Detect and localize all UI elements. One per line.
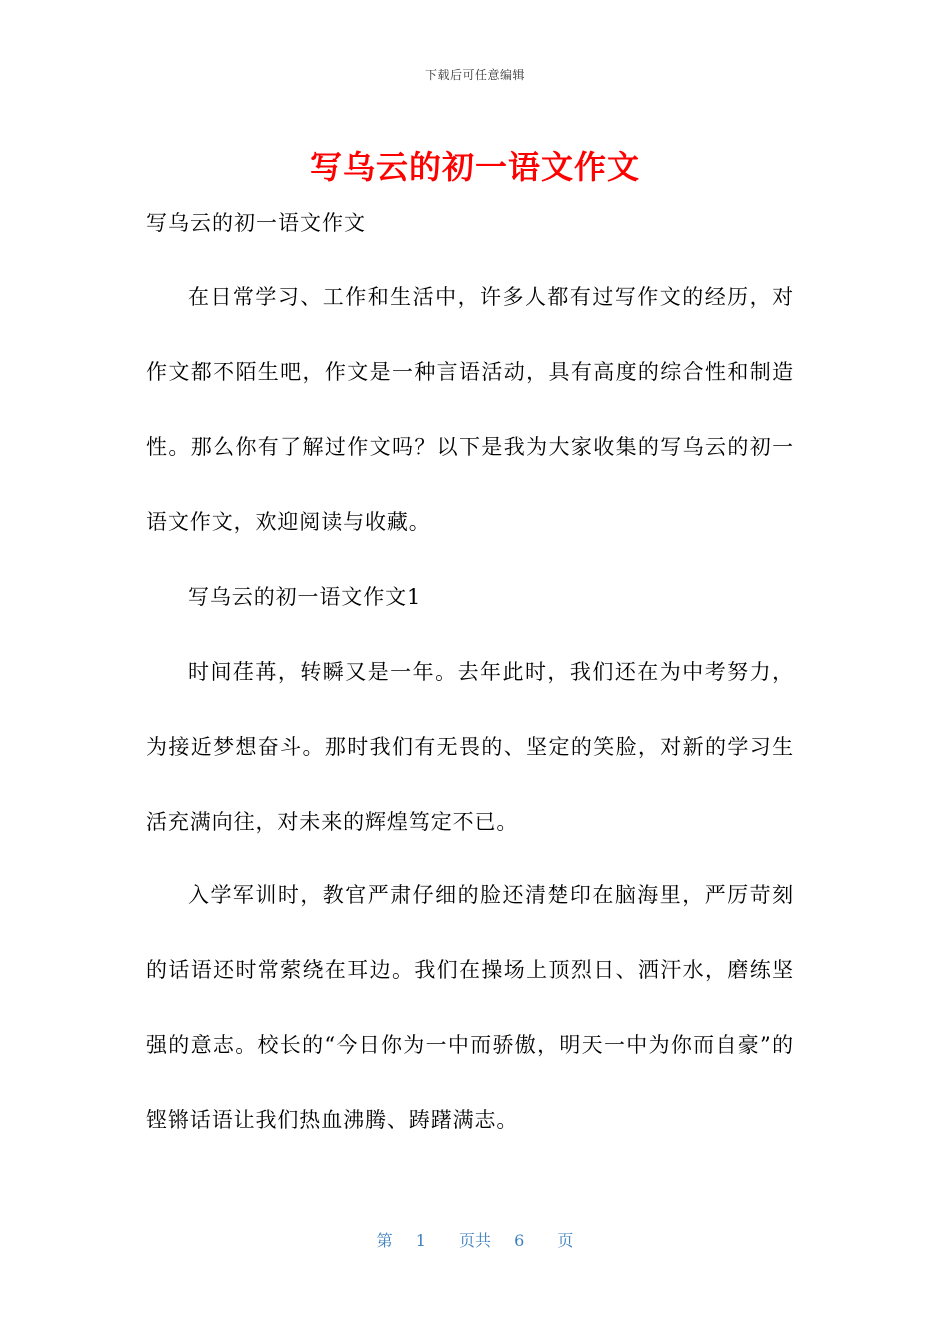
document-subtitle: 写乌云的初一语文作文 [146, 211, 366, 235]
footer-label-ye: 页 [557, 1231, 574, 1250]
footer-current-page: 1 [415, 1231, 426, 1250]
section-heading-essay-1: 写乌云的初一语文作文1 [188, 585, 422, 609]
header-note: 下载后可任意编辑 [424, 68, 525, 82]
document-title: 写乌云的初一语文作文 [309, 148, 640, 186]
paragraph-intro: 在日常学习、工作和生活中，许多人都有过写作文的经历，对作文都不陌生吧，作文是一种言语活动，具有高度的综合性和制造性。那么你有了解过作文吗？以下是我为大家收集的写乌云的初一语文作文，欢迎阅读与收藏。 [146, 285, 794, 534]
footer-label-ye-gong: 页共 [458, 1231, 491, 1250]
footer-total-pages: 6 [514, 1231, 525, 1250]
paragraph-essay-1-part-2: 入学军训时，教官严肃仔细的脸还清楚印在脑海里，严厉苛刻的话语还时常萦绕在耳边。我们在操场上顶烈日、洒汗水，磨练坚强的意志。校长的“今日你为一中而骄傲，明天一中为你而自豪”的铿锵话语让我们热血沸腾、踌躇满志。 [146, 883, 794, 1132]
page-footer [0, 1228, 950, 1251]
paragraph-essay-1-part-1: 时间荏苒，转瞬又是一年。去年此时，我们还在为中考努力，为接近梦想奋斗。那时我们有无畏的、坚定的笑脸，对新的学习生活充满向往，对未来的辉煌笃定不已。 [146, 660, 794, 834]
footer-label-di: 第 [376, 1231, 393, 1250]
